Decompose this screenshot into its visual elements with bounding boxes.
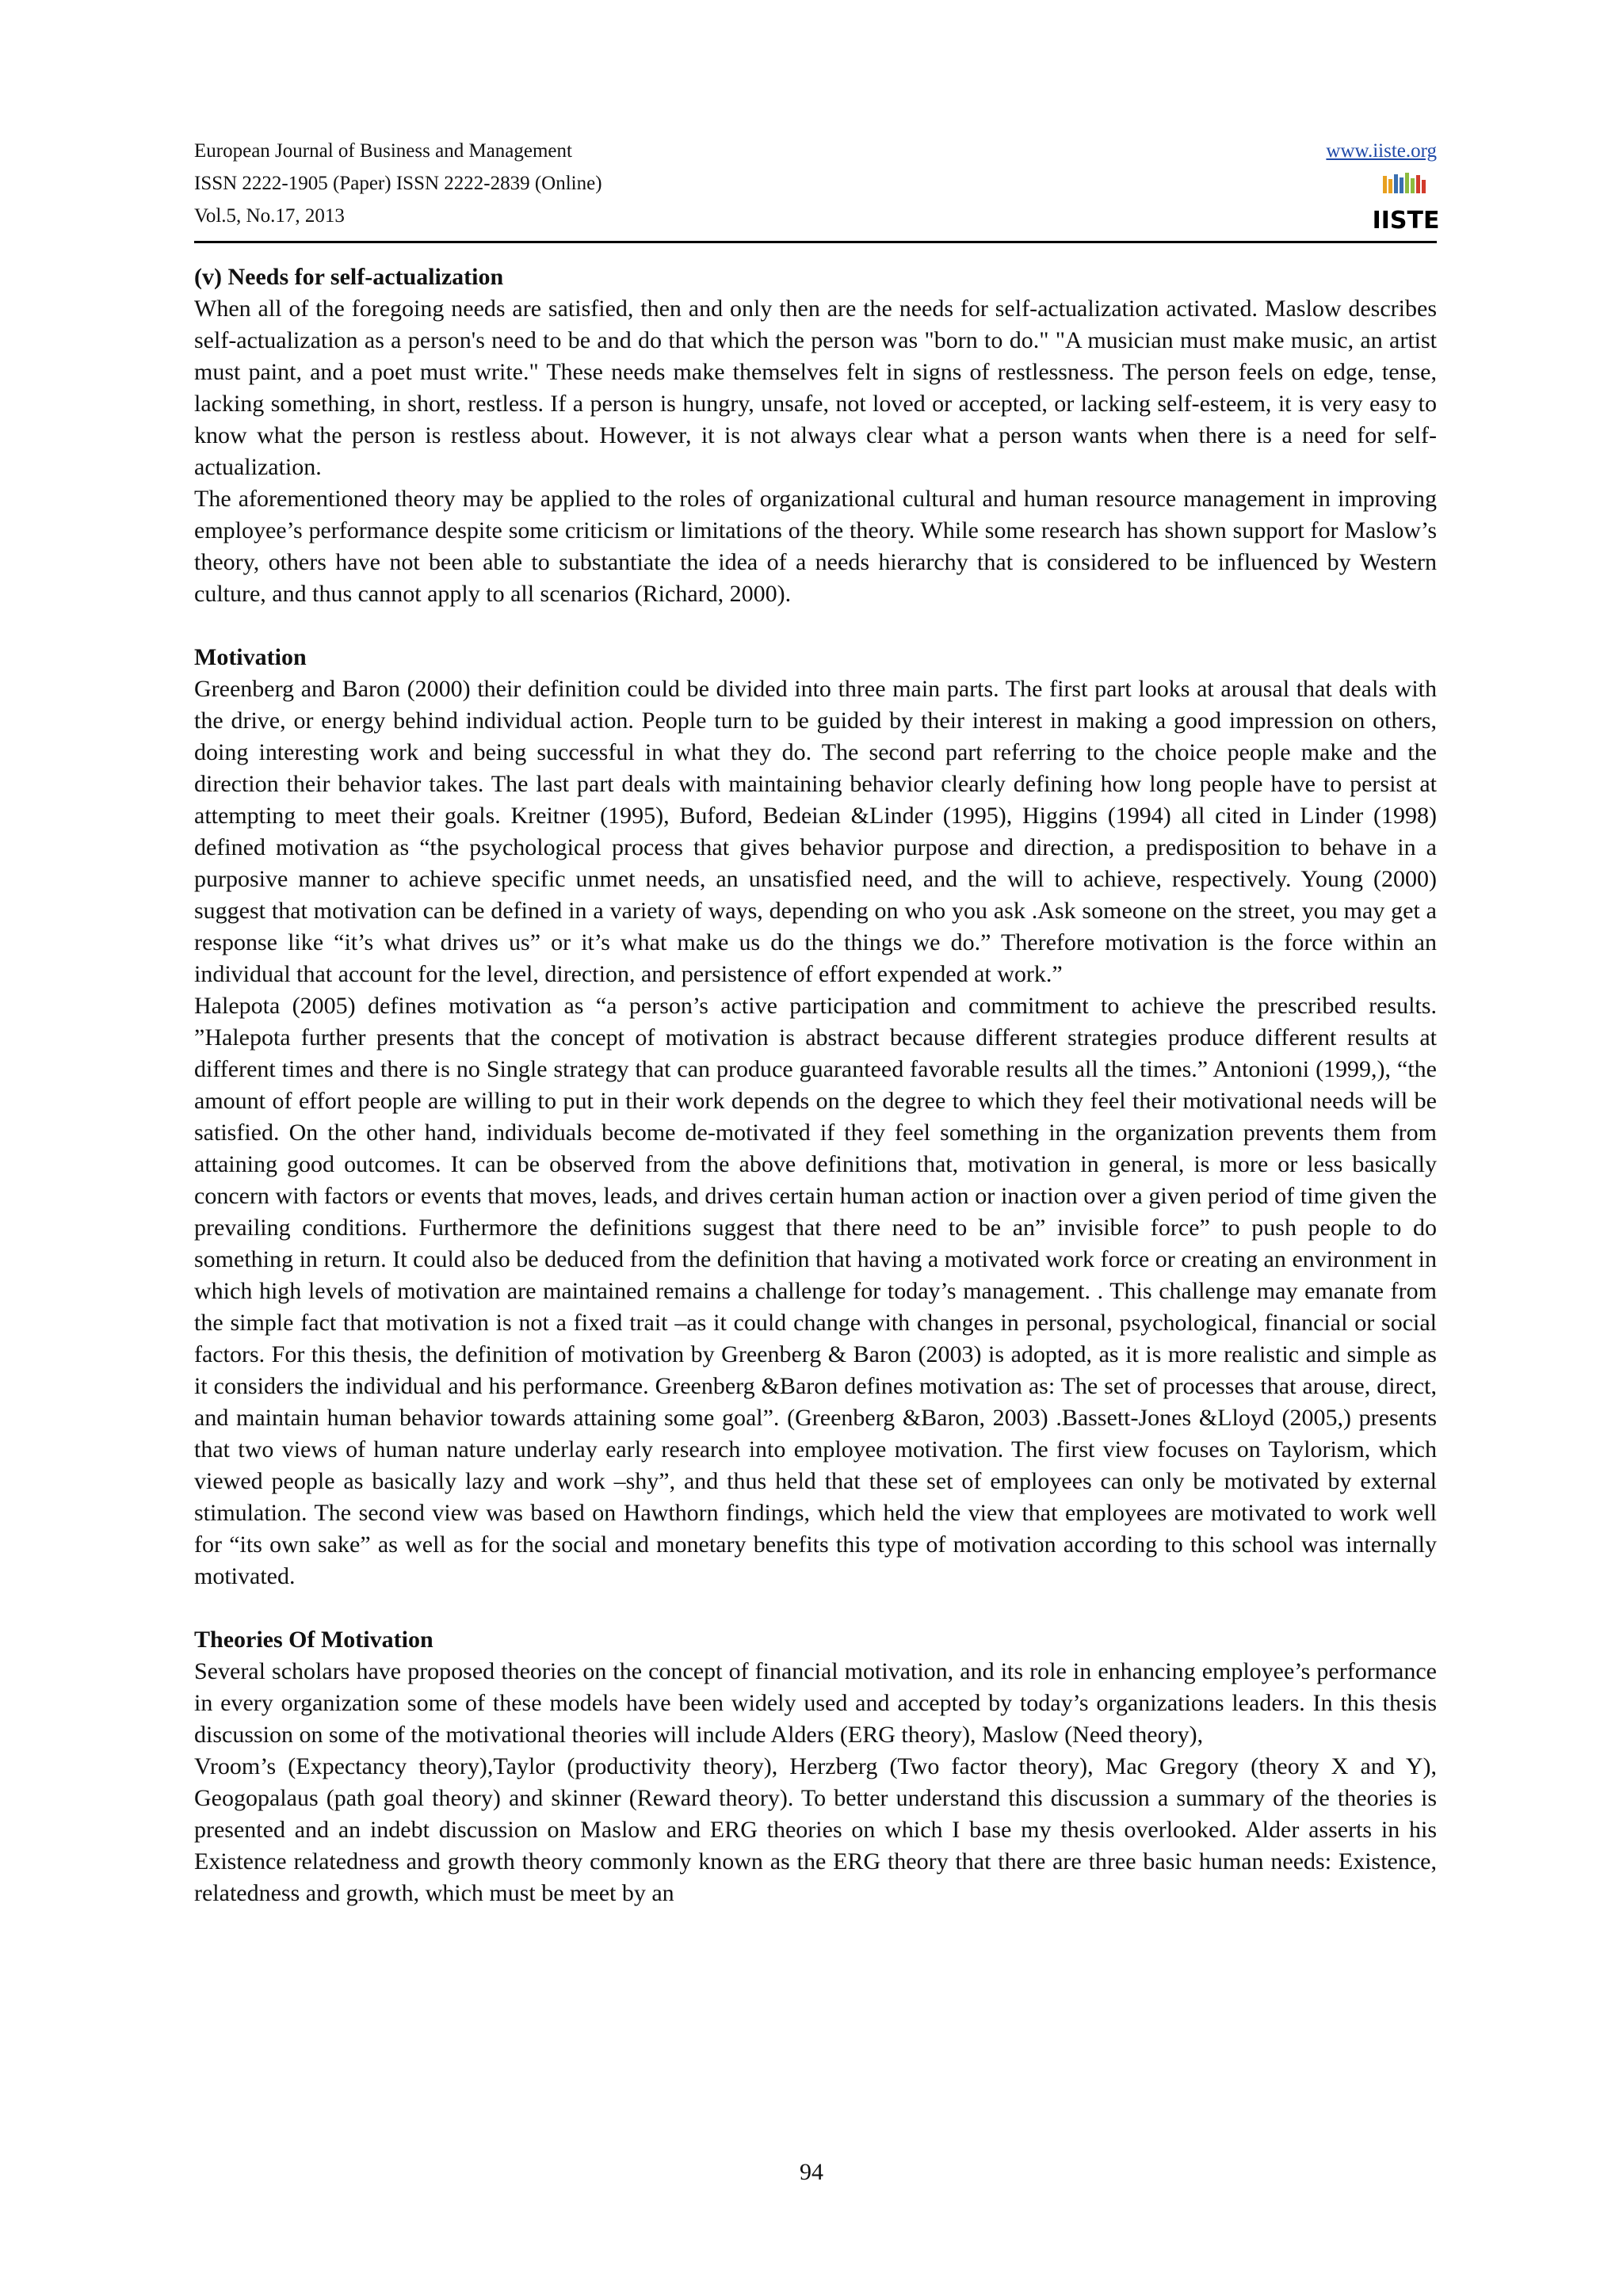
journal-url-link[interactable]: www.iiste.org bbox=[1326, 140, 1437, 162]
journal-name: European Journal of Business and Management bbox=[194, 140, 572, 162]
section-heading-theories: Theories Of Motivation bbox=[194, 1627, 433, 1653]
logo-text: IISTE bbox=[1372, 207, 1440, 235]
iiste-logo-icon bbox=[1372, 171, 1440, 235]
paragraph: Greenberg and Baron (2000) their definition could be divided into three main parts. The first part looks at arousal that deals with the drive, or energy behind individual action. People turn to be guided by their interest in making a good impression on others, doing interesting work and being successful in what they do. The second part referring to the choice people make and the direction their behavior takes. The last part deals with maintaining behavior clearly defining how long people have to persist at attempting to meet their goals. Kreitner (1995), Buford, Bedeian &Linder (1995), Higgins (1994) all cited in Linder (1998) defined motivation as “the psychological process that gives behavior purpose and direction, a predisposition to behave in a purposive manner to achieve specific unmet needs, an unsatisfied need, and the will to achieve, respectively. Young (2000) suggest that motivation can be defined in a variety of ways, depending on who you ask .Ask someone on the street, you may get a response like “it’s what drives us” or it’s what make us do the things we do.” Therefore motivation is the force within an individual that account for the level, direction, and persistence of effort expended at work.” bbox=[194, 676, 1437, 987]
paragraph: When all of the foregoing needs are satisfied, then and only then are the needs for self-actualization activated. Maslow describes self-actualization as a person's need to be and do that which the person was "born to do." "A musician must make music, an artist must paint, and a poet must write." These needs make themselves felt in signs of restlessness. The person feels on edge, tense, lacking something, in short, restless. If a person is hungry, unsafe, not loved or accepted, or lacking self-esteem, it is very easy to know what the person is restless about. However, it is not always clear what a person wants when there is a need for self-actualization. bbox=[194, 296, 1437, 480]
paragraph: Vroom’s (Expectancy theory),Taylor (productivity theory), Herzberg (Two factor theory), Mac Gregory (theory X and Y), Geogopalaus (path goal theory) and skinner (Reward theory). To better understand this discussion a summary of the theories is presented and an indebt discussion on Maslow and ERG theories on which I base my thesis overlooked. Alder asserts in his Existence relatedness and growth theory commonly known as the ERG theory that there are three basic human needs: Existence, relatedness and growth, which must be meet by an bbox=[194, 1753, 1437, 1906]
paragraph: The aforementioned theory may be applied to the roles of organizational cultural and human resource management in improving employee’s performance despite some criticism or limitations of the theory. While some research has shown support for Maslow’s theory, others have not been able to substantiate the idea of a needs hierarchy that is considered to be influenced by Western culture, and thus cannot apply to all scenarios (Richard, 2000). bbox=[194, 486, 1437, 607]
issn-line: ISSN 2222-1905 (Paper) ISSN 2222-2839 (Online) bbox=[194, 173, 602, 194]
article-body bbox=[194, 261, 1437, 1909]
section-spacer bbox=[194, 610, 1437, 642]
paragraph: Several scholars have proposed theories on the concept of financial motivation, and its role in enhancing employee’s performance in every organization some of these models have been widely used and accepted by today’s organizations leaders. In this thesis discussion on some of the motivational theories will include Alders (ERG theory), Maslow (Need theory), bbox=[194, 1658, 1437, 1748]
page-header bbox=[194, 136, 1440, 243]
volume-line: Vol.5, No.17, 2013 bbox=[194, 205, 345, 227]
section-heading-self-actualization: (v) Needs for self-actualization bbox=[194, 264, 504, 290]
paragraph: Halepota (2005) defines motivation as “a person’s active participation and commitment to achieve the prescribed results. ”Halepota further presents that the concept of motivation is abstract because different strategies produce different results at different times and there is no Single strategy that can produce guaranteed favorable results all the times.” Antonioni (1999,), “the amount of effort people are willing to put in their work depends on the degree to which they feel their motivational needs will be satisfied. On the other hand, individuals become de-motivated if they feel something in the organization prevents them from attaining good outcomes. It can be observed from the above definitions that, motivation in general, is more or less basically concern with factors or events that moves, leads, and drives certain human action or inaction over a given period of time given the prevailing conditions. Furthermore the definitions suggest that there need to be an” invisible force” to push people to do something in return. It could also be deduced from the definition that having a motivated work force or creating an environment in which high levels of motivation are maintained remains a challenge for today’s management. . This challenge may emanate from the simple fact that motivation is not a fixed trait –as it could change with changes in personal, psychological, financial or social factors. For this thesis, the definition of motivation by Greenberg & Baron (2003) is adopted, as it is more realistic and simple as it considers the individual and his performance. Greenberg &Baron defines motivation as: The set of processes that arouse, direct, and maintain human behavior towards attaining some goal”. (Greenberg &Baron, 2003) .Bassett-Jones &Lloyd (2005,) presents that two views of human nature underlay early research into employee motivation. The first view focuses on Taylorism, which viewed people as basically lazy and work –shy”, and thus held that these set of employees can only be motivated by external stimulation. The second view was based on Hawthorn findings, which held the view that employees are motivated to work well for “its own sake” as well as for the social and monetary benefits this type of motivation according to this school was internally motivated. bbox=[194, 993, 1437, 1589]
section-spacer bbox=[194, 1592, 1437, 1624]
section-heading-motivation: Motivation bbox=[194, 644, 307, 670]
page-number: 94 bbox=[800, 2159, 823, 2185]
